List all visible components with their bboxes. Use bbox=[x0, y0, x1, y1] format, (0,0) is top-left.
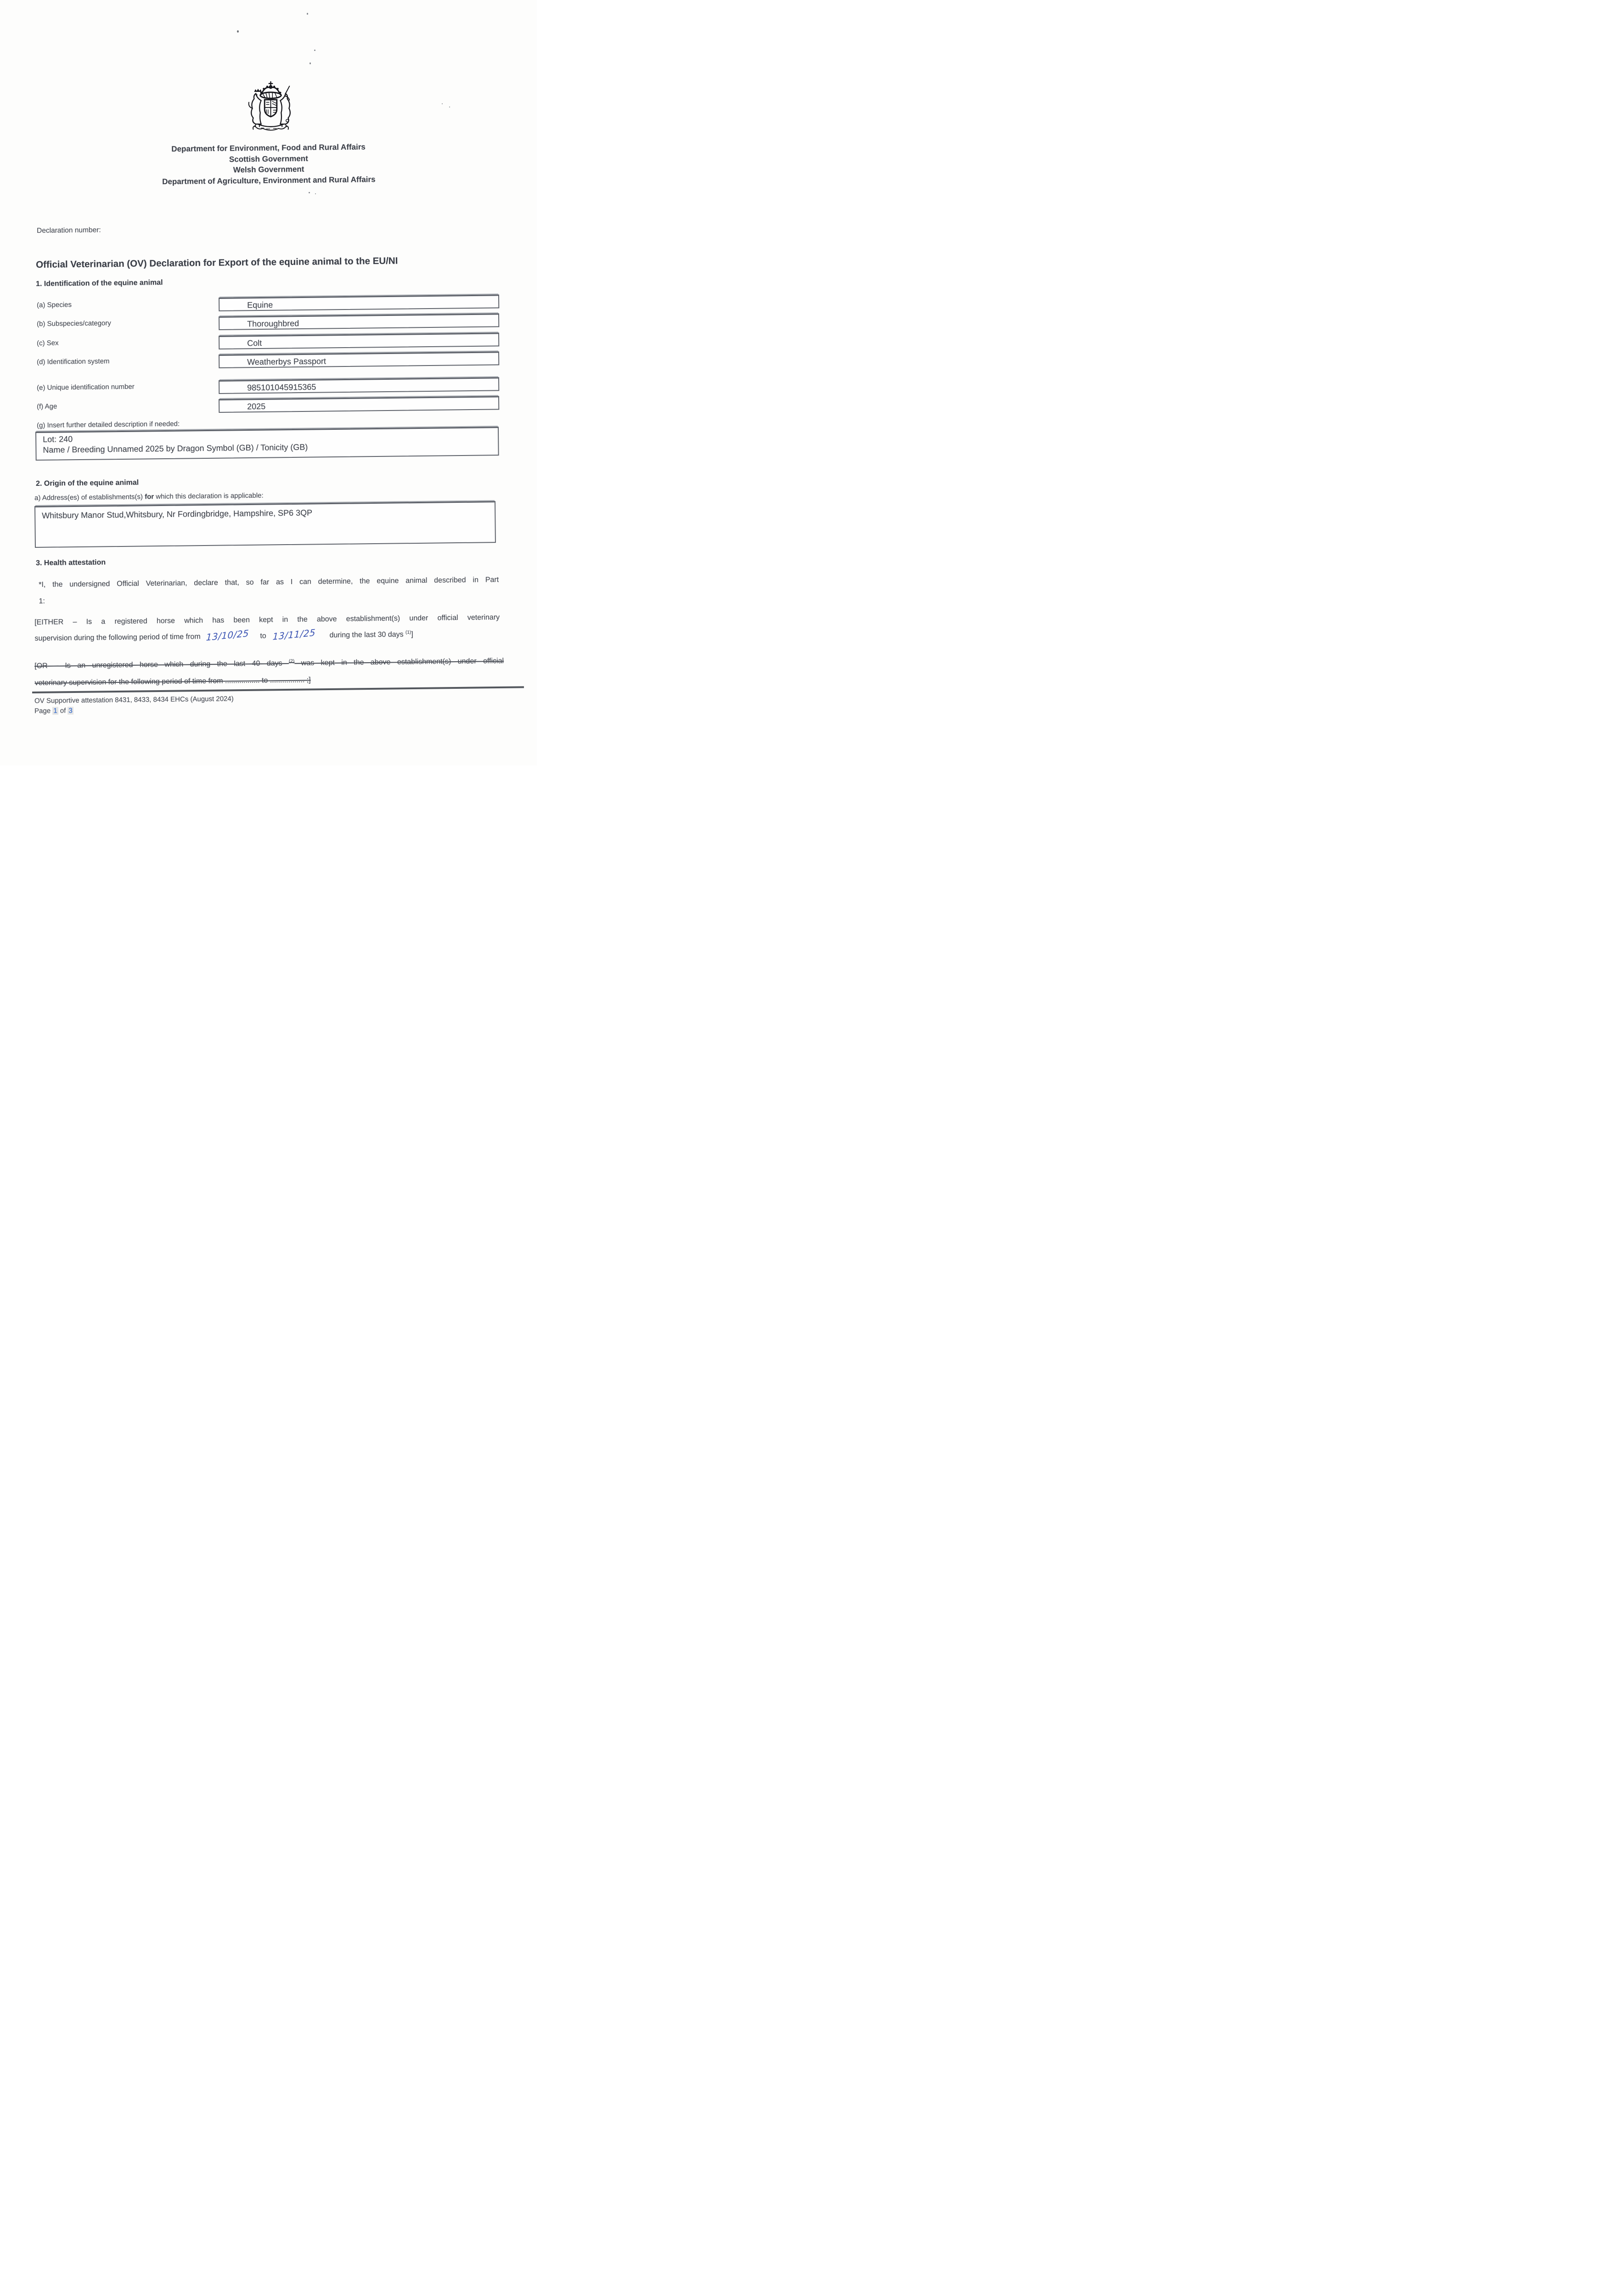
lot-number: Lot: 240 bbox=[43, 434, 73, 444]
scan-speck bbox=[310, 62, 311, 64]
from-date-handwritten: 13/10/25 bbox=[206, 627, 249, 643]
footnote-1: (1) bbox=[405, 630, 411, 635]
footnote-2: (2) bbox=[288, 658, 295, 664]
document-content bbox=[0, 0, 537, 765]
field-value-unique-id: 985101045915365 bbox=[247, 382, 316, 393]
either-clause bbox=[34, 610, 500, 646]
footer-page-indicator: Page 1 of 3 bbox=[34, 707, 73, 715]
field-box-identification-system bbox=[219, 351, 499, 368]
field-value-subspecies: Thoroughbred bbox=[247, 319, 299, 329]
department-line: Scottish Government bbox=[229, 154, 308, 164]
field-value-sex: Colt bbox=[247, 338, 262, 348]
field-label-identification-system: (d) Identification system bbox=[37, 357, 110, 366]
scan-speck bbox=[314, 50, 315, 51]
field-label-unique-id: (e) Unique identification number bbox=[37, 383, 135, 392]
field-box-sex bbox=[219, 332, 499, 349]
field-label-sex: (c) Sex bbox=[37, 339, 59, 347]
field-box-age bbox=[219, 396, 499, 413]
field-label-subspecies: (b) Subspecies/category bbox=[37, 319, 111, 328]
or-clause-struck bbox=[34, 653, 504, 692]
department-line: Welsh Government bbox=[233, 164, 304, 174]
further-description-label: (g) Insert further detailed description if needed: bbox=[37, 420, 180, 429]
field-label-species: (a) Species bbox=[37, 301, 72, 309]
footer-reference: OV Supportive attestation 8431, 8433, 8434 EHCs (August 2024) bbox=[34, 695, 234, 705]
department-line: Department for Environment, Food and Rural Affairs bbox=[171, 142, 366, 153]
page-number-field: 1 bbox=[53, 707, 57, 715]
scan-speck bbox=[442, 103, 443, 104]
scan-speck bbox=[237, 30, 239, 33]
page-total-field: 3 bbox=[68, 707, 73, 715]
either-line-2: supervision during the following period of time from 13/10/25 to 13/11/25 during the last 30 days $^{(1)}$] bbox=[34, 625, 500, 646]
name-breeding: Name / Breeding Unnamed 2025 by Dragon Symbol (GB) / Tonicity (GB) bbox=[43, 442, 308, 455]
section-2-heading: 2. Origin of the equine animal bbox=[36, 478, 139, 488]
establishment-address: Whitsbury Manor Stud,Whitsbury, Nr Fordingbridge, Hampshire, SP6 3QP bbox=[42, 508, 313, 520]
further-description-box bbox=[35, 427, 499, 461]
declaration-number-label: Declaration number: bbox=[37, 226, 101, 235]
to-date-handwritten: 13/11/25 bbox=[272, 627, 316, 642]
address-box bbox=[34, 501, 496, 548]
department-header bbox=[0, 140, 537, 189]
scan-speck bbox=[309, 192, 310, 193]
either-line-1: [EITHER – Is a registered horse which has been kept in the above establishment(s) under official veterinary bbox=[34, 613, 500, 626]
or-line-1: [OR – Is an unregistered horse which during the last 40 days $^{(2)}$ was kept in the above establishment(s) under official bbox=[34, 657, 504, 670]
scanned-document-page bbox=[0, 0, 537, 765]
field-box-unique-id bbox=[219, 377, 499, 394]
field-box-species bbox=[219, 294, 499, 311]
section-1-heading: 1. Identification of the equine animal bbox=[36, 279, 163, 288]
address-label: a) Address(es) of establishments(s) for which this declaration is applicable: bbox=[34, 491, 264, 502]
page-title: Official Veterinarian (OV) Declaration for Export of the equine animal to the EU/NI bbox=[36, 255, 398, 270]
field-box-subspecies bbox=[219, 313, 499, 330]
scan-speck bbox=[307, 13, 308, 15]
field-value-species: Equine bbox=[247, 300, 273, 310]
attestation-intro: *I, the undersigned Official Veterinarian, declare that, so far as I can determine, the equine animal described in Part 1: bbox=[39, 576, 499, 605]
field-value-identification-system: Weatherbys Passport bbox=[247, 356, 327, 367]
royal-coat-of-arms-icon bbox=[240, 80, 301, 137]
section-3-heading: 3. Health attestation bbox=[36, 558, 106, 567]
field-label-age: (f) Age bbox=[37, 402, 57, 411]
or-line-2: veterinary supervision for the following period of time from ................. to ................. ;] bbox=[34, 676, 311, 687]
scan-speck bbox=[315, 193, 316, 194]
department-line: Department of Agriculture, Environment and Rural Affairs bbox=[162, 174, 376, 186]
field-value-age: 2025 bbox=[247, 401, 266, 411]
